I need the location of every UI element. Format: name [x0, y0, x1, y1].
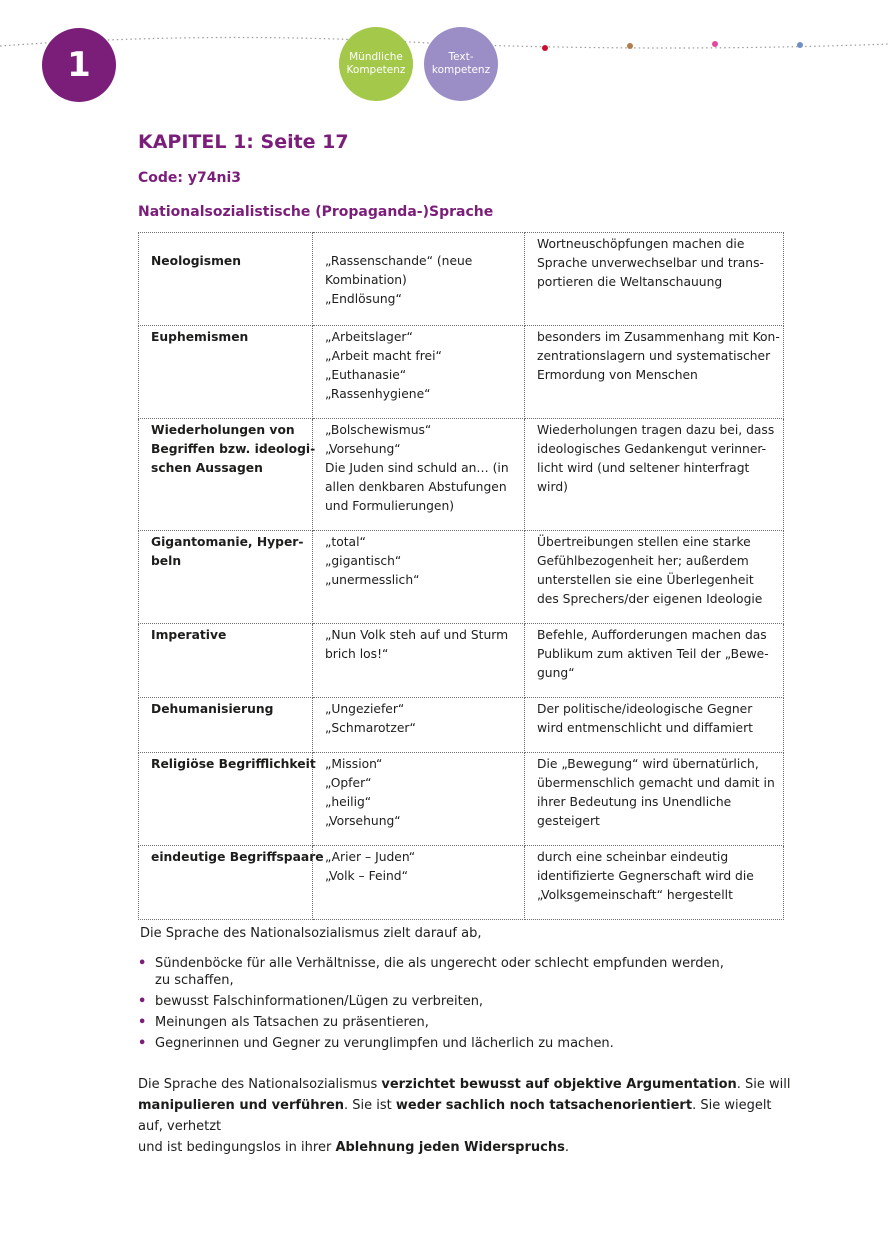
section-subtitle: Nationalsozialistische (Propaganda-)Sprache [138, 204, 494, 220]
cell-line: Gefühlbezogenheit her; außerdem [537, 554, 749, 568]
list-item-text: Gegnerinnen und Gegner zu verunglimpfen und lächerlich zu machen. [155, 1036, 614, 1051]
list-item-text: bewusst Falschinformationen/Lügen zu verbreiten, [155, 994, 484, 1009]
cell-line: Begriffen bzw. ideologi- [151, 442, 316, 456]
cell-line: identifizierte Gegnerschaft wird die [537, 869, 754, 883]
cell-line: Übertreibungen stellen eine starke [537, 535, 751, 549]
cell-line: wird) [537, 480, 568, 494]
table-row [139, 753, 784, 846]
cell-line: schen Aussagen [151, 461, 263, 475]
bullet-icon: • [138, 956, 147, 971]
cell-line: unterstellen sie eine Überlegenheit [537, 573, 754, 587]
header-dot-brown [627, 43, 633, 49]
table-row [139, 698, 784, 753]
term-cell [139, 624, 313, 698]
cell-line: „Volksgemeinschaft“ hergestellt [537, 888, 733, 902]
cell-line: ideologisches Gedankengut verinner- [537, 442, 767, 456]
examples-cell [313, 846, 525, 920]
cell-line: „Vorsehung“ [325, 442, 401, 456]
cell-line: wird entmenschlicht und diffamiert [537, 721, 753, 735]
bullet-icon: • [138, 1036, 147, 1051]
cell-line: eindeutige Begriffspaare [151, 850, 324, 864]
examples-cell [313, 753, 525, 846]
cell-line: Dehumanisierung [151, 702, 274, 716]
cell-line: „Rassenhygiene“ [325, 387, 431, 401]
cell-line: „Opfer“ [325, 776, 372, 790]
cell-line: Wiederholungen tragen dazu bei, dass [537, 423, 775, 437]
examples-cell [313, 531, 525, 624]
competency-badge-text [424, 27, 498, 101]
examples-cell [313, 326, 525, 419]
explanation-cell [525, 531, 784, 624]
competency-badge-oral [339, 27, 413, 101]
explanation-cell [525, 326, 784, 419]
cell-line: beln [151, 554, 182, 568]
table-row [139, 419, 784, 531]
cell-line: Neologismen [151, 254, 241, 268]
cell-line: „heilig“ [325, 795, 372, 809]
term-cell [139, 233, 313, 326]
cell-line: „unermesslich“ [325, 573, 420, 587]
term-cell [139, 531, 313, 624]
cell-line: „Arbeitslager“ [325, 330, 413, 344]
examples-cell [313, 233, 525, 326]
explanation-cell [525, 846, 784, 920]
competency-line: Mündliche [349, 51, 403, 63]
examples-cell [313, 698, 525, 753]
cell-line: „gigantisch“ [325, 554, 402, 568]
list-item-text: zu schaffen, [155, 973, 234, 988]
term-cell [139, 846, 324, 920]
cell-line: Der politische/ideologische Gegner [537, 702, 753, 716]
chapter-number-badge: 1 [42, 28, 116, 102]
bullet-icon: • [138, 1015, 147, 1030]
list-item [138, 1035, 778, 1052]
term-cell [139, 326, 313, 419]
cell-line: licht wird (und seltener hinterfragt [537, 461, 750, 475]
summary-paragraph: Die Sprache des Nationalsozialismus verzichtet bewusst auf objektive Argumentation. Sie will manipulieren und verführen. Sie ist weder sachlich noch tatsachenorientiert. Sie wiegelt auf, verhetzt und ist bedingungslos in ihrer Ablehnung jeden Widerspruchs. [138, 1077, 791, 1155]
table-row [139, 326, 784, 419]
examples-cell [313, 419, 525, 531]
header-dot-pink [712, 41, 718, 47]
cell-line: „Mission“ [325, 757, 383, 771]
propaganda-language-table [138, 232, 784, 920]
list-item [138, 955, 778, 989]
cell-line: übermenschlich gemacht und damit in [537, 776, 775, 790]
cell-line: „total“ [325, 535, 366, 549]
page-title: KAPITEL 1: Seite 17 [138, 131, 349, 153]
cell-line: Gigantomanie, Hyper- [151, 535, 304, 549]
table-row [139, 531, 784, 624]
table-row [139, 846, 784, 920]
cell-line: „Bolschewismus“ [325, 423, 432, 437]
header-dot-red [542, 45, 548, 51]
cell-line: „Schmarotzer“ [325, 721, 416, 735]
cell-line: „Endlösung“ [325, 292, 402, 306]
cell-line: „Euthanasie“ [325, 368, 407, 382]
explanation-cell [525, 419, 784, 531]
intro-text: Die Sprache des Nationalsozialismus zielt darauf ab, [140, 926, 482, 941]
cell-line: gung“ [537, 666, 575, 680]
list-item [138, 1014, 778, 1031]
cell-line: „Arbeit macht frei“ [325, 349, 442, 363]
term-cell [139, 698, 313, 753]
competency-line: Kompetenz [346, 64, 406, 76]
cell-line: Publikum zum aktiven Teil der „Bewe- [537, 647, 769, 661]
cell-line: ihrer Bedeutung ins Unendliche [537, 795, 732, 809]
cell-line: besonders im Zusammenhang mit Kon- [537, 330, 780, 344]
cell-line: Imperative [151, 628, 227, 642]
cell-line: Euphemismen [151, 330, 249, 344]
term-cell [139, 753, 316, 846]
cell-line: Die Juden sind schuld an… (in [325, 461, 509, 475]
cell-line: „Rassenschande“ (neue [325, 254, 473, 268]
explanation-cell [525, 233, 784, 326]
cell-line: „Nun Volk steh auf und Sturm [325, 628, 509, 642]
cell-line: Die „Bewegung“ wird übernatürlich, [537, 757, 759, 771]
table-row [139, 233, 784, 326]
cell-line: Kombination) [325, 273, 407, 287]
cell-line: und Formulierungen) [325, 499, 455, 513]
cell-line: gesteigert [537, 814, 600, 828]
list-item [138, 993, 778, 1010]
access-code: Code: y74ni3 [138, 170, 241, 186]
explanation-cell [525, 624, 784, 698]
explanation-cell [525, 753, 784, 846]
list-item-text: Sündenböcke für alle Verhältnisse, die als ungerecht oder schlecht empfunden werden, [155, 956, 724, 971]
explanation-cell [525, 698, 784, 753]
cell-line: Sprache unverwechselbar und trans- [537, 256, 764, 270]
cell-line: allen denkbaren Abstufungen [325, 480, 507, 494]
cell-line: „Ungeziefer“ [325, 702, 405, 716]
bullet-icon: • [138, 994, 147, 1009]
cell-line: portieren die Weltanschauung [537, 275, 723, 289]
cell-line: durch eine scheinbar eindeutig [537, 850, 729, 864]
competency-line: kompetenz [431, 64, 491, 76]
cell-line: Religiöse Begrifflichkeit [151, 757, 316, 771]
cell-line: Wortneuschöpfungen machen die [537, 237, 745, 251]
cell-line: zentrationslagern und systematischer [537, 349, 771, 363]
cell-line: „Arier – Juden“ [325, 850, 416, 864]
cell-line: brich los!“ [325, 647, 389, 661]
cell-line: „Volk – Feind“ [325, 869, 408, 883]
cell-line: des Sprechers/der eigenen Ideologie [537, 592, 763, 606]
cell-line: „Vorsehung“ [325, 814, 401, 828]
header-dot-blue [797, 42, 803, 48]
competency-line: Text- [448, 51, 474, 63]
term-cell [139, 419, 316, 531]
list-item-text: Meinungen als Tatsachen zu präsentieren, [155, 1015, 429, 1030]
examples-cell [313, 624, 525, 698]
cell-line: Ermordung von Menschen [537, 368, 698, 382]
table-row [139, 624, 784, 698]
cell-line: Wiederholungen von [151, 423, 295, 437]
cell-line: Befehle, Aufforderungen machen das [537, 628, 767, 642]
aims-list [138, 955, 778, 1056]
